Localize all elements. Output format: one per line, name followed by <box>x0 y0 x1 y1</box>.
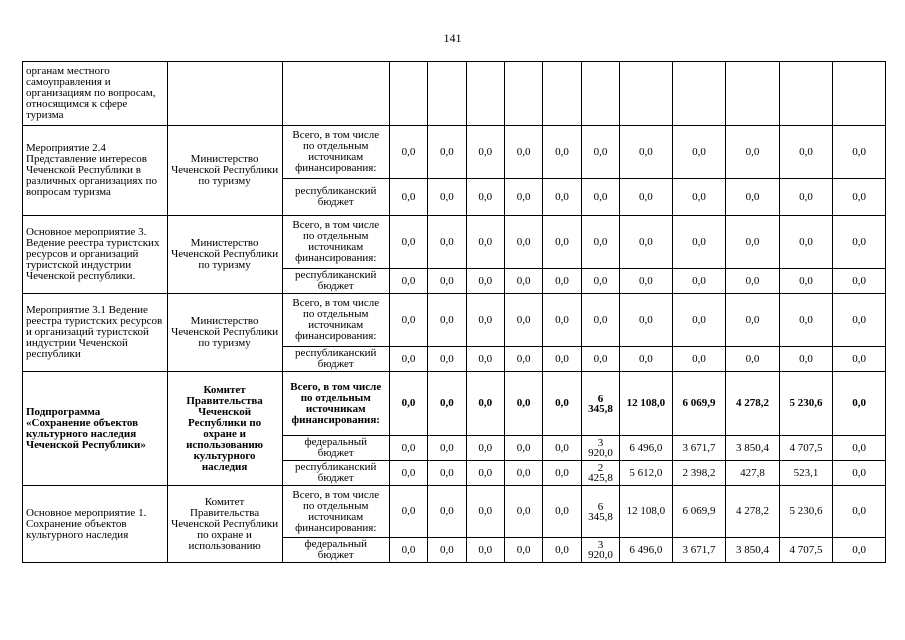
value-cell: 0,0 <box>833 216 886 269</box>
value-cell: 0,0 <box>672 126 726 179</box>
value-cell: 0,0 <box>428 294 466 347</box>
funding-source: республиканский бюджет <box>282 269 389 294</box>
value-cell: 0,0 <box>428 126 466 179</box>
value-cell: 0,0 <box>726 269 780 294</box>
executor: Министерство Чеченской Республики по туризму <box>167 126 282 216</box>
funding-source: федеральный бюджет <box>282 538 389 563</box>
value-cell <box>428 62 466 126</box>
value-cell: 0,0 <box>504 538 542 563</box>
value-cell: 4 707,5 <box>779 538 833 563</box>
executor: Министерство Чеченской Республики по туризму <box>167 294 282 372</box>
value-cell: 0,0 <box>543 372 581 436</box>
value-cell: 0,0 <box>428 179 466 216</box>
value-cell: 0,0 <box>428 347 466 372</box>
value-cell: 0,0 <box>672 347 726 372</box>
funding-source <box>282 62 389 126</box>
value-cell: 3 850,4 <box>726 436 780 461</box>
value-cell: 0,0 <box>504 179 542 216</box>
activity-name: Основное мероприятие 1. Сохранение объектов культурного наследия <box>23 486 168 563</box>
value-cell: 0,0 <box>504 216 542 269</box>
value-cell: 0,0 <box>726 294 780 347</box>
value-cell: 3 850,4 <box>726 538 780 563</box>
value-cell: 0,0 <box>504 269 542 294</box>
value-cell: 0,0 <box>581 269 619 294</box>
value-cell: 0,0 <box>504 436 542 461</box>
value-cell: 0,0 <box>428 372 466 436</box>
value-cell: 5 230,6 <box>779 486 833 538</box>
value-cell: 0,0 <box>428 461 466 486</box>
value-cell: 0,0 <box>466 538 504 563</box>
value-cell: 0,0 <box>543 216 581 269</box>
value-cell: 0,0 <box>581 126 619 179</box>
value-cell: 0,0 <box>620 126 673 179</box>
value-cell: 0,0 <box>466 372 504 436</box>
value-cell: 0,0 <box>620 269 673 294</box>
value-cell: 0,0 <box>389 269 427 294</box>
value-cell: 0,0 <box>833 294 886 347</box>
funding-source: Всего, в том числе по отдельным источникам финансирования: <box>282 372 389 436</box>
value-cell: 0,0 <box>428 436 466 461</box>
value-cell: 6 345,8 <box>581 486 619 538</box>
value-cell: 0,0 <box>504 486 542 538</box>
value-cell: 0,0 <box>389 294 427 347</box>
value-cell: 4 278,2 <box>726 372 780 436</box>
value-cell: 0,0 <box>466 269 504 294</box>
executor: Комитет Правительства Чеченской Республики по охране и использованию культурного наследия <box>167 372 282 486</box>
value-cell: 0,0 <box>543 179 581 216</box>
value-cell: 3 920,0 <box>581 436 619 461</box>
activity-name: Основное мероприятие 3. Ведение реестра туристских ресурсов и организаций туристской индустрии Чеченской республики. <box>23 216 168 294</box>
value-cell: 0,0 <box>779 294 833 347</box>
value-cell: 5 230,6 <box>779 372 833 436</box>
value-cell: 0,0 <box>581 347 619 372</box>
value-cell: 0,0 <box>672 179 726 216</box>
value-cell: 0,0 <box>543 436 581 461</box>
funding-source: Всего, в том числе по отдельным источникам финансирования: <box>282 126 389 179</box>
value-cell: 523,1 <box>779 461 833 486</box>
value-cell: 0,0 <box>504 126 542 179</box>
value-cell <box>672 62 726 126</box>
value-cell: 0,0 <box>833 436 886 461</box>
value-cell: 0,0 <box>466 294 504 347</box>
table-row <box>23 216 886 269</box>
value-cell: 4 707,5 <box>779 436 833 461</box>
value-cell: 0,0 <box>466 347 504 372</box>
value-cell: 6 069,9 <box>672 486 726 538</box>
value-cell: 0,0 <box>389 179 427 216</box>
value-cell: 0,0 <box>833 269 886 294</box>
value-cell: 0,0 <box>833 461 886 486</box>
value-cell: 0,0 <box>504 294 542 347</box>
value-cell: 12 108,0 <box>620 372 673 436</box>
value-cell: 0,0 <box>504 347 542 372</box>
funding-source: республиканский бюджет <box>282 179 389 216</box>
value-cell: 0,0 <box>779 126 833 179</box>
value-cell: 0,0 <box>833 372 886 436</box>
table-row <box>23 372 886 436</box>
value-cell: 0,0 <box>833 347 886 372</box>
value-cell: 0,0 <box>466 436 504 461</box>
executor: Комитет Правительства Чеченской Республики по охране и использованию <box>167 486 282 563</box>
value-cell: 6 496,0 <box>620 436 673 461</box>
value-cell: 0,0 <box>833 538 886 563</box>
page-number: 141 <box>443 31 462 45</box>
value-cell: 0,0 <box>389 347 427 372</box>
value-cell: 0,0 <box>779 216 833 269</box>
value-cell: 0,0 <box>672 216 726 269</box>
funding-source: республиканский бюджет <box>282 347 389 372</box>
executor: Министерство Чеченской Республики по туризму <box>167 216 282 294</box>
value-cell <box>581 62 619 126</box>
value-cell: 4 278,2 <box>726 486 780 538</box>
value-cell: 0,0 <box>543 461 581 486</box>
value-cell <box>779 62 833 126</box>
activity-name: Мероприятие 3.1 Ведение реестра туристских ресурсов и организаций туристской индустрии Чеченской республики <box>23 294 168 372</box>
value-cell: 0,0 <box>389 461 427 486</box>
value-cell: 0,0 <box>779 347 833 372</box>
value-cell: 0,0 <box>389 126 427 179</box>
activity-name: Мероприятие 2.4 Представление интересов Чеченской Республики в различных организациях по вопросам туризма <box>23 126 168 216</box>
funding-source: Всего, в том числе по отдельным источникам финансирования: <box>282 294 389 347</box>
value-cell: 0,0 <box>466 179 504 216</box>
value-cell: 0,0 <box>504 461 542 486</box>
funding-source: республиканский бюджет <box>282 461 389 486</box>
value-cell: 0,0 <box>833 486 886 538</box>
value-cell: 6 345,8 <box>581 372 619 436</box>
funding-source: федеральный бюджет <box>282 436 389 461</box>
value-cell: 5 612,0 <box>620 461 673 486</box>
table-row <box>23 126 886 179</box>
value-cell: 0,0 <box>620 216 673 269</box>
value-cell: 0,0 <box>543 294 581 347</box>
funding-source: Всего, в том числе по отдельным источникам финансирования: <box>282 216 389 269</box>
value-cell <box>466 62 504 126</box>
value-cell: 0,0 <box>389 216 427 269</box>
executor <box>167 62 282 126</box>
value-cell: 0,0 <box>466 461 504 486</box>
value-cell: 0,0 <box>466 216 504 269</box>
value-cell: 0,0 <box>726 179 780 216</box>
value-cell: 0,0 <box>779 179 833 216</box>
value-cell: 0,0 <box>466 486 504 538</box>
value-cell: 0,0 <box>543 538 581 563</box>
value-cell: 0,0 <box>389 372 427 436</box>
value-cell: 427,8 <box>726 461 780 486</box>
value-cell: 0,0 <box>543 347 581 372</box>
value-cell: 0,0 <box>620 347 673 372</box>
value-cell: 0,0 <box>581 179 619 216</box>
value-cell: 0,0 <box>428 269 466 294</box>
value-cell <box>833 62 886 126</box>
activity-name: органам местного самоуправления и организациям по вопросам, относящимся к сфере туризма <box>23 62 168 126</box>
value-cell: 0,0 <box>726 126 780 179</box>
table-row <box>23 62 886 126</box>
value-cell <box>504 62 542 126</box>
value-cell: 0,0 <box>428 216 466 269</box>
value-cell: 2 398,2 <box>672 461 726 486</box>
value-cell <box>389 62 427 126</box>
value-cell: 0,0 <box>389 486 427 538</box>
value-cell: 3 671,7 <box>672 538 726 563</box>
funding-source: Всего, в том числе по отдельным источникам финансирования: <box>282 486 389 538</box>
value-cell <box>543 62 581 126</box>
value-cell: 3 671,7 <box>672 436 726 461</box>
value-cell: 0,0 <box>466 126 504 179</box>
budget-table <box>22 61 886 563</box>
value-cell: 0,0 <box>504 372 542 436</box>
value-cell: 0,0 <box>543 126 581 179</box>
value-cell: 3 920,0 <box>581 538 619 563</box>
value-cell: 0,0 <box>833 179 886 216</box>
value-cell: 0,0 <box>726 347 780 372</box>
value-cell: 0,0 <box>833 126 886 179</box>
value-cell: 0,0 <box>581 294 619 347</box>
value-cell: 0,0 <box>620 294 673 347</box>
value-cell: 2 425,8 <box>581 461 619 486</box>
table-row <box>23 294 886 347</box>
activity-name: Подпрограмма «Сохранение объектов культурного наследия Чеченской Республики» <box>23 372 168 486</box>
value-cell: 0,0 <box>428 538 466 563</box>
value-cell: 6 069,9 <box>672 372 726 436</box>
value-cell: 0,0 <box>620 179 673 216</box>
value-cell: 0,0 <box>543 486 581 538</box>
value-cell: 0,0 <box>672 269 726 294</box>
value-cell: 0,0 <box>779 269 833 294</box>
value-cell: 0,0 <box>543 269 581 294</box>
value-cell: 6 496,0 <box>620 538 673 563</box>
value-cell: 0,0 <box>389 538 427 563</box>
value-cell: 0,0 <box>389 436 427 461</box>
value-cell: 0,0 <box>581 216 619 269</box>
table-row <box>23 486 886 538</box>
value-cell: 0,0 <box>672 294 726 347</box>
value-cell: 0,0 <box>726 216 780 269</box>
value-cell <box>620 62 673 126</box>
value-cell: 12 108,0 <box>620 486 673 538</box>
value-cell: 0,0 <box>428 486 466 538</box>
value-cell <box>726 62 780 126</box>
